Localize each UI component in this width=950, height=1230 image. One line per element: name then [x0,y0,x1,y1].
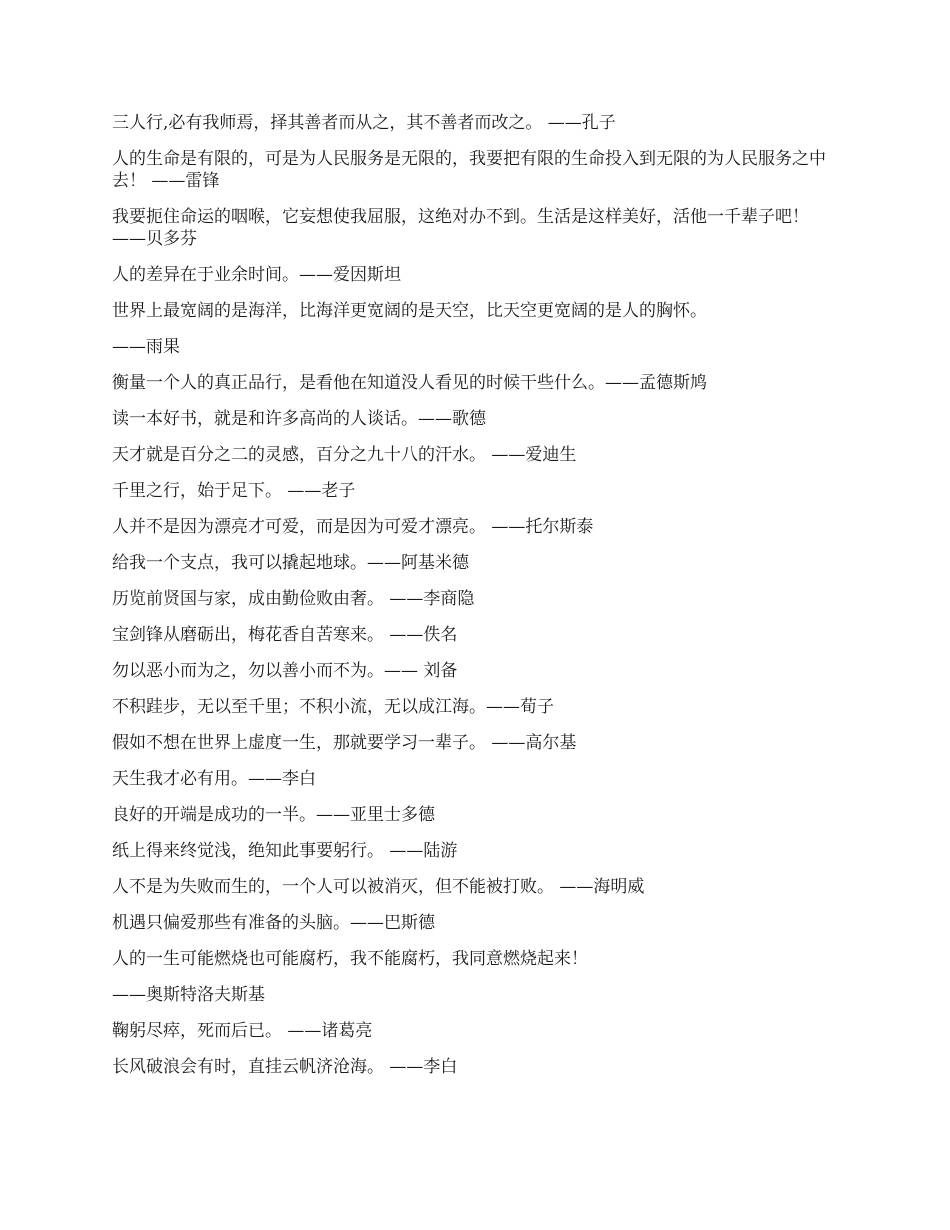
quote-paragraph: 人不是为失败而生的，一个人可以被消灭，但不能被打败。 ——海明威 [112,877,645,897]
quote-paragraph: 长风破浪会有时，直挂云帆济沧海。 ——李白 [112,1057,458,1077]
quote-paragraph: 给我一个支点，我可以撬起地球。——阿基米德 [112,553,469,573]
quote-paragraph: 世界上最宽阔的是海洋，比海洋更宽阔的是天空，比天空更宽阔的是人的胸怀。 [112,301,707,321]
quote-paragraph: 假如不想在世界上虚度一生，那就要学习一辈子。 ——高尔基 [112,733,577,753]
quote-paragraph: 勿以恶小而为之，勿以善小而不为。—— 刘备 [112,661,458,681]
quote-paragraph: 机遇只偏爱那些有准备的头脑。——巴斯德 [112,913,435,933]
quote-paragraph: 人的差异在于业余时间。——爱因斯坦 [112,265,401,285]
quote-paragraph: 不积跬步，无以至千里；不积小流，无以成江海。——荀子 [112,697,554,717]
quote-paragraph: 历览前贤国与家，成由勤俭败由奢。 ——李商隐 [112,589,475,609]
quote-paragraph: 天才就是百分之二的灵感，百分之九十八的汗水。 ——爱迪生 [112,445,577,465]
quote-attribution-line: ——奥斯特洛夫斯基 [112,985,265,1005]
quote-paragraph: 良好的开端是成功的一半。——亚里士多德 [112,805,435,825]
quote-paragraph: 人并不是因为漂亮才可爱，而是因为可爱才漂亮。 ——托尔斯泰 [112,517,594,537]
document-page [112,112,842,1092]
quote-paragraph: 三人行,必有我师焉，择其善者而从之，其不善者而改之。 ——孔子 [112,113,616,133]
quote-attribution-line: ——雨果 [112,337,180,357]
quote-paragraph: 人的生命是有限的，可是为人民服务是无限的，我要把有限的生命投入到无限的为人民服务之中去！ ——雷锋 [112,149,826,191]
quote-paragraph: 读一本好书，就是和许多高尚的人谈话。——歌德 [112,409,486,429]
quote-paragraph: 衡量一个人的真正品行，是看他在知道没人看见的时候干些什么。——孟德斯鸠 [112,373,707,393]
quote-paragraph: 我要扼住命运的咽喉，它妄想使我屈服，这绝对办不到。生活是这样美好，活他一千辈子吧！ ——贝多芬 [112,207,809,249]
quote-paragraph: 宝剑锋从磨砺出，梅花香自苦寒来。 ——佚名 [112,625,458,645]
quote-paragraph: 千里之行，始于足下。 ——老子 [112,481,356,501]
quote-paragraph: 纸上得来终觉浅，绝知此事要躬行。 ——陆游 [112,841,458,861]
quote-paragraph: 鞠躬尽瘁，死而后已。 ——诸葛亮 [112,1021,373,1041]
quote-paragraph: 天生我才必有用。——李白 [112,769,316,789]
quote-paragraph: 人的一生可能燃烧也可能腐朽，我不能腐朽，我同意燃烧起来！ [112,949,588,969]
